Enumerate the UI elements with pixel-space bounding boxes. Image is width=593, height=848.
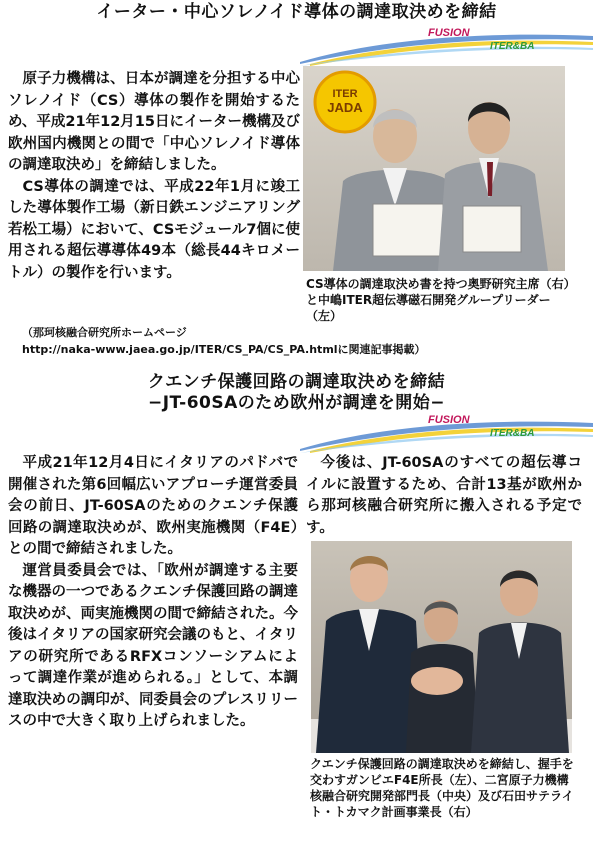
- article2-body-left: [8, 453, 298, 733]
- fusion-band: [300, 415, 593, 453]
- fusion-label: FUSION: [428, 414, 470, 426]
- badge-text-iter: ITER: [332, 88, 358, 100]
- article2-paragraph: 平成21年12月4日にイタリアのパドバで開催された第6回幅広いアプローチ運営委員会の前日、JT-60SAのためのクエンチ保護回路の調達取決めが、欧州実施機関（F4E）との間で締結されました。: [8, 455, 298, 557]
- homepage-note: （那珂核融合研究所ホームページ: [22, 326, 187, 339]
- iterba-label: ITER&BA: [490, 41, 535, 52]
- photo-three-men-handshake: [311, 541, 572, 753]
- article2-paragraph: 運営員委員会では、「欧州が調達する主要な機器の一つであるクエンチ保護回路の調達取決めが、両実施機関の間で締結された。今後はイタリアの国家研究会議のもと、イタリアの研究所であるRFXコンソーシアムによって調達作業が進められる。」として、本調達取決めの調印が、同委員会のプレスリリースの中で大きく取り上げられました。: [8, 562, 298, 729]
- article1-title: イーター・中心ソレノイド導体の調達取決めを締結: [96, 2, 497, 22]
- photo1-caption: CS導体の調達取決め書を持つ奥野研究主席（右）と中嶋ITER超伝導磁石開発グループリーダー（左）: [306, 277, 570, 323]
- fusion-band: [300, 28, 593, 66]
- article2-body-right: [306, 453, 582, 539]
- photo-two-men-holding-documents: [303, 66, 565, 271]
- article2-subtitle: −JT-60SAのため欧州が調達を開始−: [147, 393, 446, 413]
- article2-title: クエンチ保護回路の調達取決めを締結: [147, 372, 446, 392]
- homepage-url-note: http://naka-www.jaea.go.jp/ITER/CS_PA/CS_PA.htmlに関連記事掲載）: [22, 343, 426, 356]
- article2-paragraph: 今後は、JT-60SAのすべての超伝導コイルに設置するため、合計13基が欧州から那珂核融合研究所に搬入される予定です。: [306, 455, 582, 536]
- article1-paragraph: CS導体の調達では、平成22年1月に竣工した導体製作工場（新日鉄エンジニアリング若松工場）において、CSモジュール7個に使用される超伝導導体49本（総長44キロメートル）の製作を行います。: [8, 178, 300, 281]
- badge-text-jada: JADA: [327, 100, 363, 115]
- photo-handshake: [311, 541, 572, 753]
- photo2-caption: クエンチ保護回路の調達取決めを締結し、握手を交わすガンビエF4E所長（左）、二宮原子力機構核融合研究開発部門長（中央）及び石田サテライト・トカマク計画事業長（右）: [310, 757, 574, 819]
- article1-body: [8, 69, 300, 284]
- iterba-label: ITER&BA: [490, 428, 535, 439]
- fusion-label: FUSION: [428, 27, 470, 39]
- photo-cs-agreement: [303, 66, 565, 271]
- article1-paragraph: 原子力機構は、日本が調達を分担する中心ソレノイド（CS）導体の製作を開始するため、平成21年12月15日にイーター機構及び欧州国内機関との間で「中心ソレノイド導体の調達取決め」を締結しました。: [8, 71, 300, 173]
